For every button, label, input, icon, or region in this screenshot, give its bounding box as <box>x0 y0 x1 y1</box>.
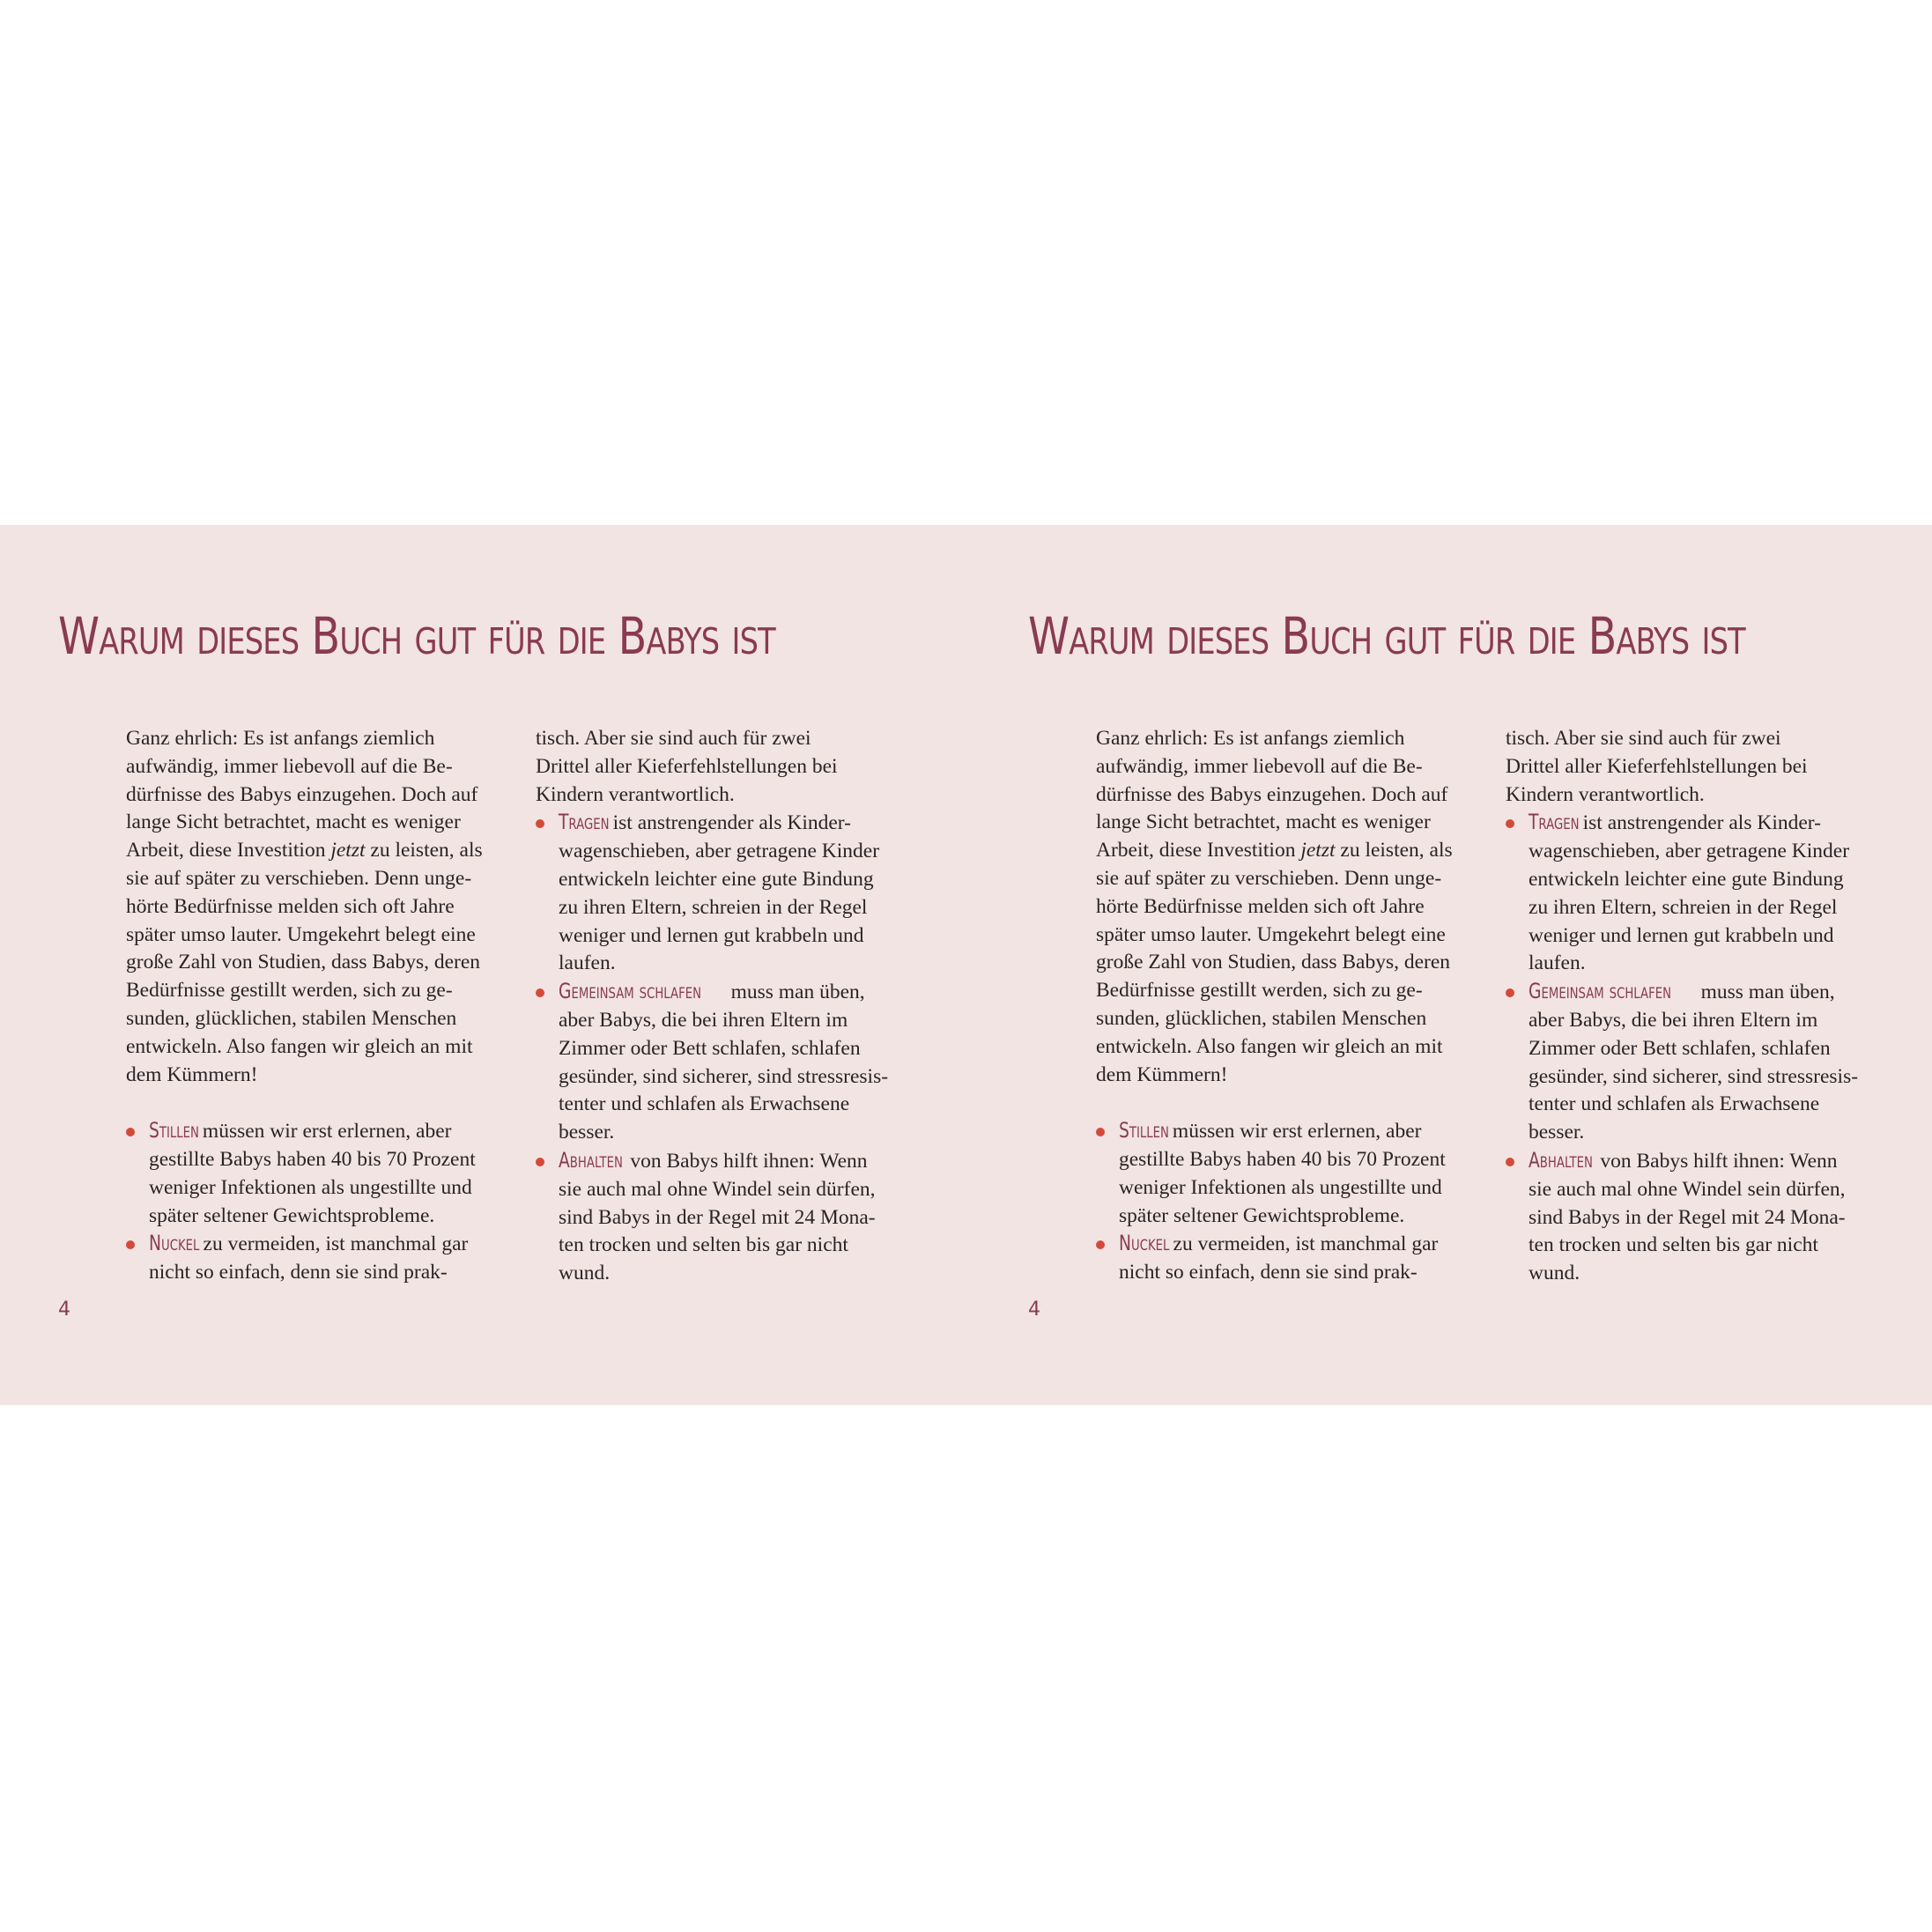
text-line <box>1119 1117 1484 1146</box>
text-column-1 <box>126 725 514 1287</box>
text-column-2 <box>536 725 923 1288</box>
text-column-2 <box>1506 725 1893 1288</box>
list-item <box>536 1147 923 1288</box>
text-run: von Babys hilft ihnen: Wenn <box>1595 1149 1838 1173</box>
text-line: entwickeln leichter eine gute Bindung <box>1529 867 1844 891</box>
text-line: zu ihren Eltern, schreien in der Regel <box>1529 895 1838 919</box>
text-run: müssen wir erst erlernen, aber <box>1167 1120 1422 1144</box>
keyword: Gemeinsam schlafen <box>559 979 701 1004</box>
page-title: Warum dieses Buch gut für die Babys ist <box>1028 606 1745 666</box>
continuation-paragraph <box>1506 725 1893 809</box>
text-run: müssen wir erst erlernen, aber <box>197 1120 452 1144</box>
text-line: nicht so einfach, denn sie sind prak- <box>1119 1261 1418 1284</box>
text-line: nicht so einfach, denn sie sind prak- <box>149 1261 448 1284</box>
keyword: Stillen <box>1119 1118 1169 1144</box>
list-item <box>1096 1230 1484 1287</box>
bullet-dot-icon <box>126 1128 135 1136</box>
bullet-list <box>1506 809 1893 1288</box>
page-right <box>970 525 1932 1405</box>
text-line: lange Sicht betrachtet, macht es weniger <box>1096 811 1431 834</box>
continuation-paragraph <box>536 725 923 809</box>
keyword: Abhalten <box>1529 1147 1593 1173</box>
bullet-list <box>126 1117 514 1287</box>
text-line: aufwändig, immer liebevoll auf die Be- <box>126 754 453 778</box>
text-line: wagenschieben, aber getragene Kinder <box>1529 840 1850 863</box>
text-line: große Zahl von Studien, dass Babys, deren <box>1096 951 1451 974</box>
list-item <box>1096 1117 1484 1230</box>
text-line <box>1529 978 1893 1007</box>
text-line <box>126 837 514 865</box>
text-line: sie auch mal ohne Windel sein dürfen, <box>559 1177 876 1201</box>
page-left <box>0 525 969 1405</box>
text-run: Arbeit, diese Investition <box>126 839 331 862</box>
text-line: Bedürfnisse gestillt werden, sich zu ge- <box>126 979 453 1003</box>
text-line: sunden, glücklichen, stabilen Menschen <box>126 1006 457 1030</box>
text-line: wund. <box>559 1262 611 1285</box>
bullet-dot-icon <box>536 1158 544 1166</box>
text-line: dürfnisse des Babys einzugehen. Doch auf <box>126 782 478 806</box>
text-line: sie auf später zu verschieben. Denn unge- <box>1096 866 1442 890</box>
text-line: weniger und lernen gut krabbeln und <box>559 923 864 947</box>
bullet-dot-icon <box>1506 988 1514 997</box>
list-item <box>1506 1147 1893 1288</box>
text-line: aber Babys, die bei ihren Eltern im <box>559 1008 848 1032</box>
list-item <box>536 809 923 978</box>
bullet-dot-icon <box>536 988 544 997</box>
text-line <box>559 1147 923 1176</box>
text-run: muss man üben, <box>725 981 865 1004</box>
text-line: aufwändig, immer liebevoll auf die Be- <box>1096 754 1423 778</box>
text-line: tisch. Aber sie sind auch für zwei <box>1506 727 1781 750</box>
list-item <box>1506 978 1893 1147</box>
text-line: entwickeln. Also fangen wir gleich an mit <box>1096 1034 1443 1058</box>
text-line: hörte Bedürfnisse melden sich oft Jahre <box>126 894 455 918</box>
text-line: sind Babys in der Regel mit 24 Mona- <box>559 1205 876 1229</box>
text-line: sie auch mal ohne Windel sein dürfen, <box>1529 1177 1846 1201</box>
text-line: aber Babys, die bei ihren Eltern im <box>1529 1008 1818 1032</box>
text-line: tenter und schlafen als Erwachsene <box>1529 1092 1820 1116</box>
keyword: Tragen <box>1529 810 1580 835</box>
text-line: wagenschieben, aber getragene Kinder <box>559 840 880 863</box>
bullet-list <box>1096 1117 1484 1287</box>
bullet-dot-icon <box>1506 1158 1514 1166</box>
page-number: 4 <box>58 1299 70 1321</box>
emphasis-text: jetzt <box>330 839 366 862</box>
text-line: ten trocken und selten bis gar nicht <box>559 1233 848 1257</box>
text-line: Ganz ehrlich: Es ist anfangs ziemlich <box>1096 727 1405 750</box>
list-item <box>1506 809 1893 978</box>
text-run: ist anstrengender als Kinder- <box>1577 811 1821 835</box>
text-line: dem Kümmern! <box>126 1062 258 1086</box>
text-line: weniger Infektionen als ungestillte und <box>149 1175 472 1199</box>
bullet-dot-icon <box>1096 1240 1105 1249</box>
list-item <box>126 1230 514 1287</box>
text-line: Drittel aller Kieferfehlstellungen bei <box>536 754 838 778</box>
text-line: gestillte Babys haben 40 bis 70 Prozent <box>1119 1147 1446 1171</box>
text-line: Zimmer oder Bett schlafen, schlafen <box>559 1036 861 1060</box>
text-line: besser. <box>559 1121 615 1144</box>
text-line: tenter und schlafen als Erwachsene <box>559 1092 850 1116</box>
keyword: Nuckel <box>149 1231 200 1256</box>
list-item <box>126 1117 514 1230</box>
bullet-dot-icon <box>536 819 544 828</box>
text-line: dem Kümmern! <box>1096 1062 1228 1086</box>
bullet-list <box>536 809 923 1288</box>
page-title: Warum dieses Buch gut für die Babys ist <box>58 606 775 666</box>
keyword: Tragen <box>559 810 610 835</box>
text-line: Kindern verantwortlich. <box>536 782 735 806</box>
text-run: zu vermeiden, ist manchmal gar <box>1167 1232 1439 1256</box>
text-line: dürfnisse des Babys einzugehen. Doch auf <box>1096 782 1448 806</box>
text-line: Drittel aller Kieferfehlstellungen bei <box>1506 754 1808 778</box>
bullet-dot-icon <box>1096 1128 1105 1136</box>
text-line <box>559 809 923 838</box>
text-line: gesünder, sind sicherer, sind stressresis- <box>559 1064 889 1088</box>
text-line: große Zahl von Studien, dass Babys, deren <box>126 951 481 974</box>
text-line: später seltener Gewichtsprobleme. <box>1119 1203 1405 1227</box>
intro-paragraph <box>126 725 514 1089</box>
text-run: muss man üben, <box>1695 981 1835 1004</box>
list-item <box>536 978 923 1147</box>
text-line: besser. <box>1529 1121 1585 1144</box>
text-line: später umso lauter. Umgekehrt belegt eine <box>1096 922 1446 946</box>
text-column-1 <box>1096 725 1484 1287</box>
keyword: Gemeinsam schlafen <box>1529 979 1671 1004</box>
text-line: Ganz ehrlich: Es ist anfangs ziemlich <box>126 727 435 750</box>
text-line <box>1529 809 1893 838</box>
text-line: gesünder, sind sicherer, sind stressresis- <box>1529 1064 1859 1088</box>
text-line <box>1529 1147 1893 1176</box>
text-line: wund. <box>1529 1262 1580 1285</box>
text-line: Bedürfnisse gestillt werden, sich zu ge- <box>1096 979 1423 1003</box>
book-spread <box>0 525 1932 1405</box>
text-line: weniger und lernen gut krabbeln und <box>1529 923 1834 947</box>
text-line: gestillte Babys haben 40 bis 70 Prozent <box>149 1147 476 1171</box>
text-line: laufen. <box>1529 951 1586 975</box>
text-run: zu leisten, als <box>1335 839 1453 862</box>
text-line: sunden, glücklichen, stabilen Menschen <box>1096 1006 1427 1030</box>
keyword: Stillen <box>149 1118 199 1144</box>
text-line <box>149 1230 514 1259</box>
keyword: Abhalten <box>559 1147 623 1173</box>
text-run: von Babys hilft ihnen: Wenn <box>625 1149 868 1173</box>
text-line <box>149 1117 514 1146</box>
text-line <box>559 978 923 1007</box>
text-line <box>1096 837 1484 865</box>
text-line: später umso lauter. Umgekehrt belegt eine <box>126 922 476 946</box>
text-line: sie auf später zu verschieben. Denn unge- <box>126 866 472 890</box>
text-line: weniger Infektionen als ungestillte und <box>1119 1175 1442 1199</box>
bullet-dot-icon <box>1506 819 1514 828</box>
text-line: Kindern verantwortlich. <box>1506 782 1705 806</box>
text-line: Zimmer oder Bett schlafen, schlafen <box>1529 1036 1831 1060</box>
text-line: entwickeln. Also fangen wir gleich an mit <box>126 1034 473 1058</box>
text-line: später seltener Gewichtsprobleme. <box>149 1203 435 1227</box>
text-line: hörte Bedürfnisse melden sich oft Jahre <box>1096 894 1425 918</box>
page-number: 4 <box>1028 1299 1040 1321</box>
intro-paragraph <box>1096 725 1484 1089</box>
text-run: zu leisten, als <box>365 839 483 862</box>
text-line <box>1119 1230 1484 1259</box>
text-run: Arbeit, diese Investition <box>1096 839 1301 862</box>
text-line: ten trocken und selten bis gar nicht <box>1529 1233 1818 1257</box>
text-line: lange Sicht betrachtet, macht es weniger <box>126 811 461 834</box>
text-run: zu vermeiden, ist manchmal gar <box>197 1232 469 1256</box>
text-line: sind Babys in der Regel mit 24 Mona- <box>1529 1205 1846 1229</box>
text-line: tisch. Aber sie sind auch für zwei <box>536 727 811 750</box>
text-line: entwickeln leichter eine gute Bindung <box>559 867 874 891</box>
bullet-dot-icon <box>126 1240 135 1249</box>
text-run: ist anstrengender als Kinder- <box>607 811 851 835</box>
text-line: zu ihren Eltern, schreien in der Regel <box>559 895 868 919</box>
emphasis-text: jetzt <box>1300 839 1336 862</box>
keyword: Nuckel <box>1119 1231 1170 1256</box>
text-line: laufen. <box>559 951 616 975</box>
